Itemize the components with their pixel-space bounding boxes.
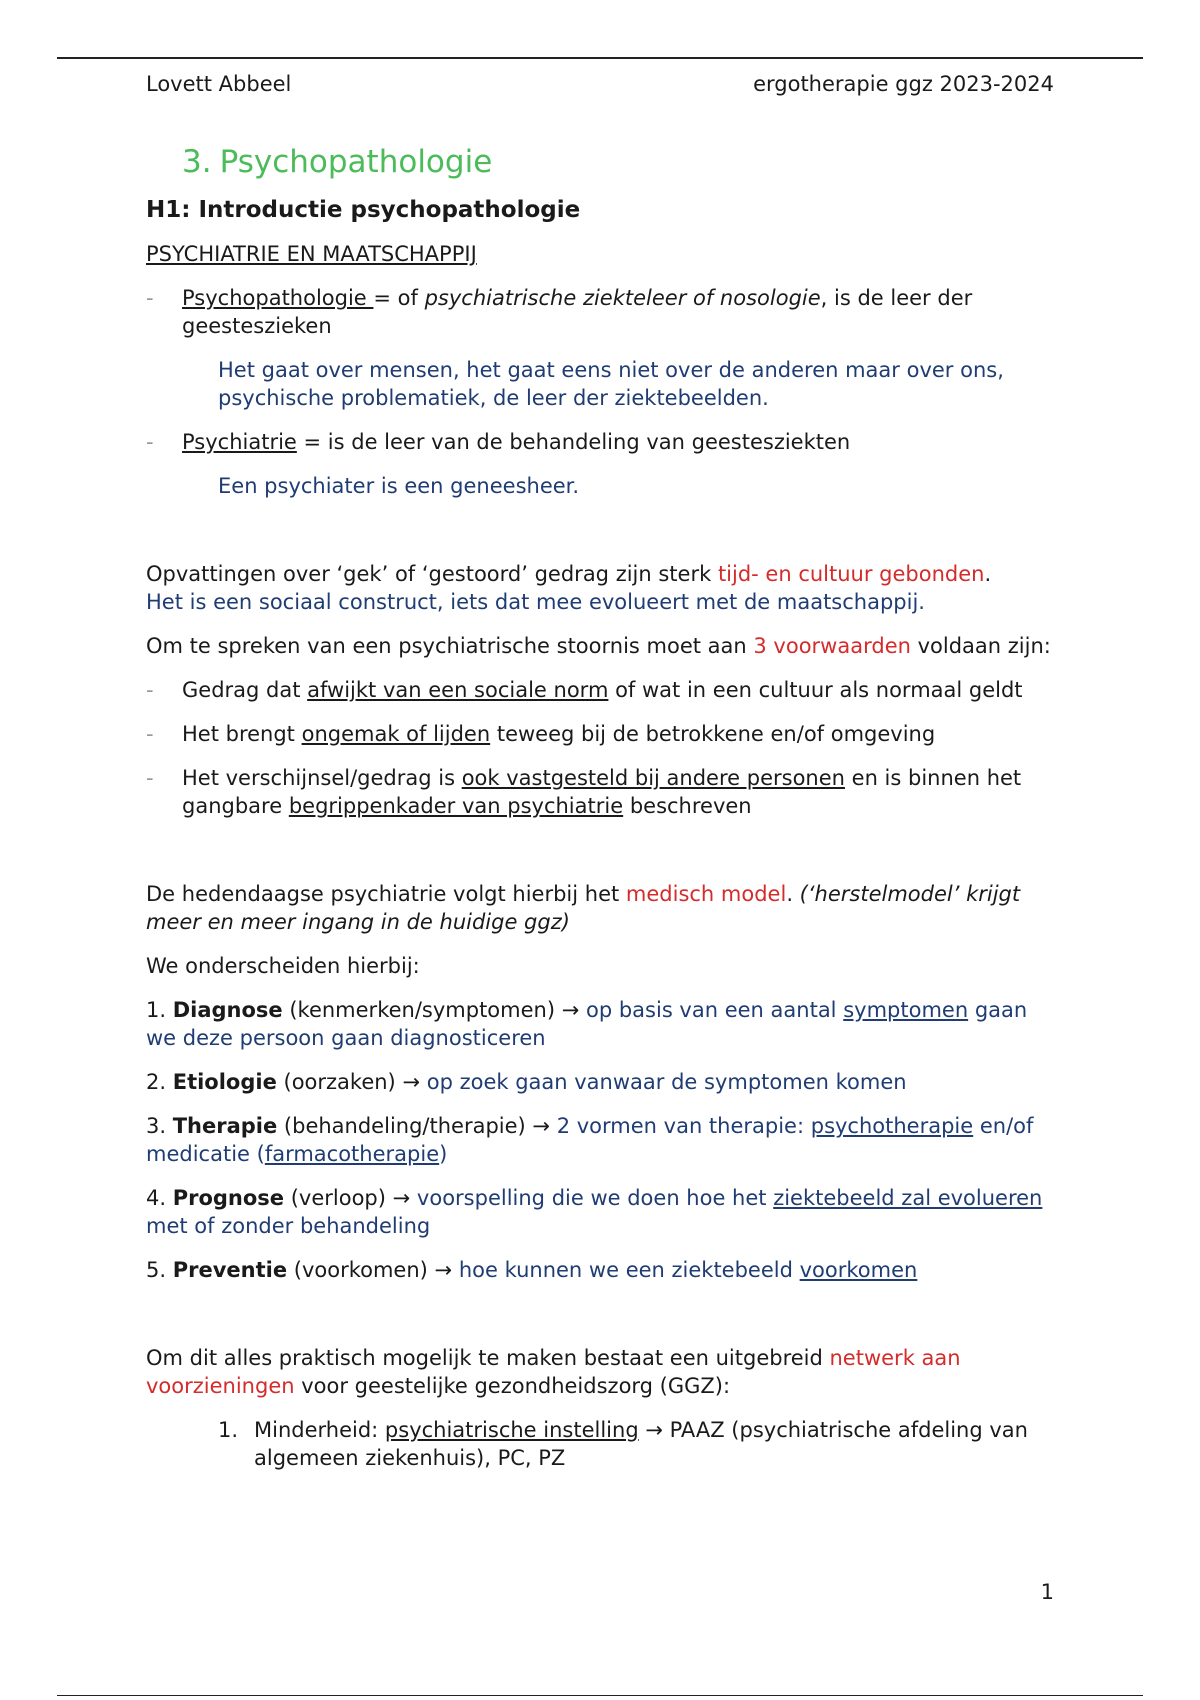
page-header (146, 70, 1054, 98)
chapter-title-text: Psychopathologie (219, 144, 493, 180)
paragraph-voorwaarden: Om te spreken van een psychiatrische stoornis moet aan 3 voorwaarden voldaan zijn: (146, 634, 1051, 658)
item-preventie: 5. Preventie (voorkomen) → hoe kunnen we een ziektebeeld voorkomen (146, 1258, 918, 1282)
item-etiologie: 2. Etiologie (oorzaken) → op zoek gaan vanwaar de symptomen komen (146, 1070, 907, 1094)
condition-item: - Het verschijnsel/gedrag is ook vastgesteld bij andere personen en is binnen het gangbare begrippenkader van psychiatrie beschreven (146, 764, 1054, 820)
arrow-icon: → (638, 1418, 670, 1442)
note-psychiater: Een psychiater is een geneesheer. (218, 474, 580, 498)
chapter-title (182, 142, 1054, 182)
paragraph-opvattingen: Opvattingen over ‘gek’ of ‘gestoord’ gedrag zijn sterk tijd- en cultuur gebonden. Het is een sociaal construct, iets dat mee evolueert met de maatschappij. (146, 562, 992, 614)
definition-psychopathologie: - Psychopathologie = of psychiatrische ziekteleer of nosologie, is de leer der geesteszieken (146, 284, 1054, 340)
item-therapie: 3. Therapie (behandeling/therapie) → 2 vormen van therapie: psychotherapie en/of medicatie (farmacotherapie) (146, 1114, 1034, 1166)
condition-item: - Het brengt ongemak of lijden teweeg bij de betrokkene en/of omgeving (146, 720, 1054, 748)
definition-psychiatrie: - Psychiatrie = is de leer van de behandeling van geestesziekten (146, 428, 1054, 456)
paragraph-medisch-model: De hedendaagse psychiatrie volgt hierbij het medisch model. (‘herstelmodel’ krijgt meer en meer ingang in de huidige ggz) (146, 882, 1021, 934)
ordered-list-item: 1. Minderheid: psychiatrische instelling → PAAZ (psychiatrische afdeling van algemeen ziekenhuis), PC, PZ (218, 1418, 1028, 1470)
condition-item: - Gedrag dat afwijkt van een sociale norm of wat in een cultuur als normaal geldt (146, 676, 1054, 704)
arrow-icon: → (434, 1258, 453, 1282)
bottom-rule (57, 1695, 1143, 1696)
heading-1: H1: Introductie psychopathologie (146, 197, 581, 223)
chapter-number: 3. (182, 144, 212, 180)
page-number: 1 (1040, 1580, 1054, 1604)
note-mensen: Het gaat over mensen, het gaat eens niet over de anderen maar over ons, psychische problematiek, de leer der ziektebeelden. (218, 358, 1004, 410)
item-prognose: 4. Prognose (verloop) → voorspelling die we doen hoe het ziektebeeld zal evolueren met of zonder behandeling (146, 1186, 1043, 1238)
document-body (146, 142, 1054, 1472)
arrow-icon: → (532, 1114, 551, 1138)
arrow-icon: → (402, 1070, 421, 1094)
header-course: ergotherapie ggz 2023-2024 (753, 72, 1054, 96)
item-diagnose: 1. Diagnose (kenmerken/symptomen) → op basis van een aantal symptomen gaan we deze persoon gaan diagnosticeren (146, 998, 1028, 1050)
arrow-icon: → (561, 998, 580, 1022)
top-rule (57, 57, 1143, 59)
header-author: Lovett Abbeel (146, 72, 292, 96)
section-heading: PSYCHIATRIE EN MAATSCHAPPIJ (146, 242, 477, 266)
paragraph-onderscheiden: We onderscheiden hierbij: (146, 954, 420, 978)
arrow-icon: → (392, 1186, 411, 1210)
paragraph-netwerk: Om dit alles praktisch mogelijk te maken bestaat een uitgebreid netwerk aan voorzieningen voor geestelijke gezondheidszorg (GGZ): (146, 1346, 961, 1398)
